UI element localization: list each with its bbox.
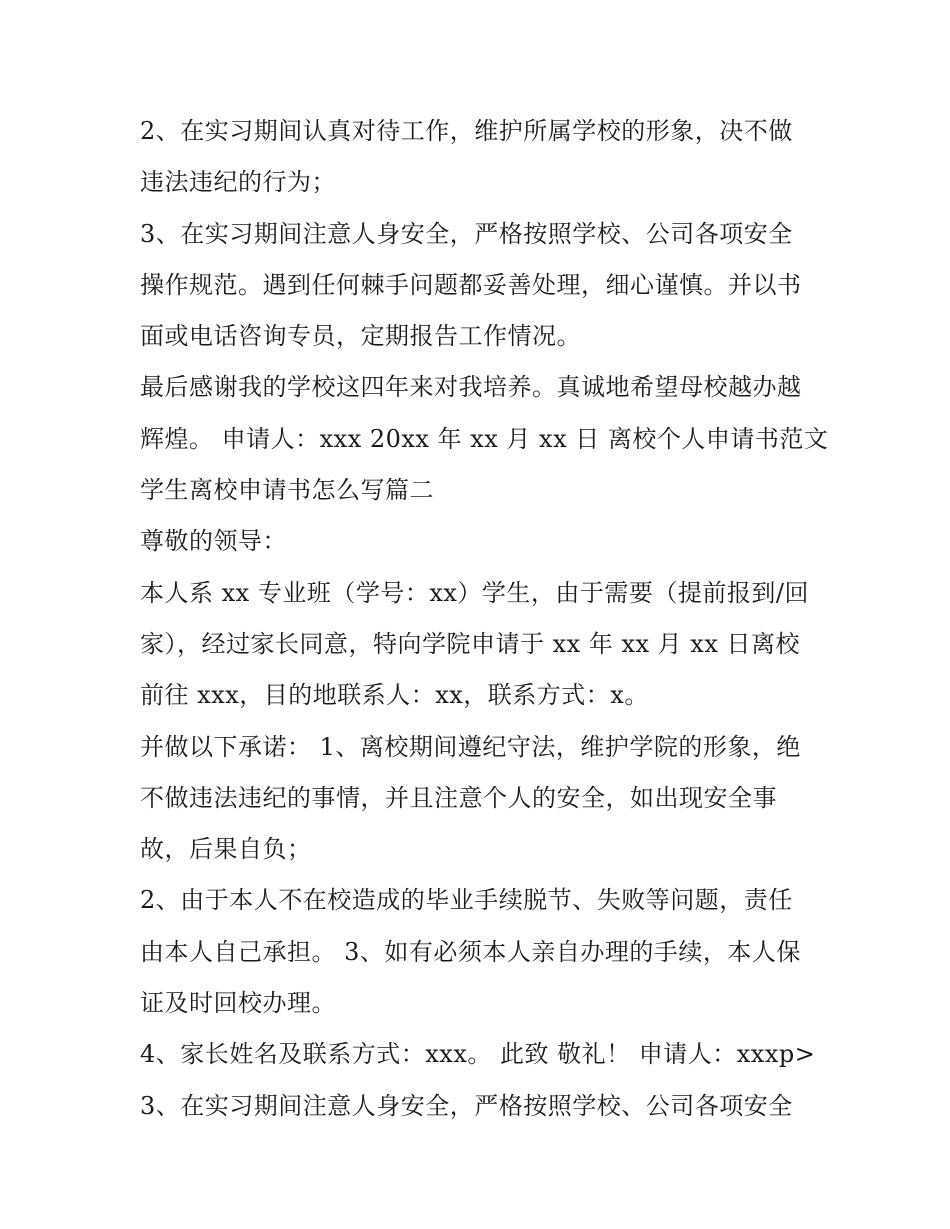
text-line: 2、由于本人不在校造成的毕业手续脱节、失败等问题，责任 — [140, 886, 793, 915]
text-line: 不做违法违纪的事情，并且注意个人的安全，如出现安全事 — [140, 783, 777, 812]
text-line: 操作规范。遇到任何棘手问题都妥善处理，细心谨慎。并以书 — [140, 270, 802, 299]
text-line: 家），经过家长同意，特向学院申请于 xx 年 xx 月 xx 日离校 — [140, 629, 800, 658]
section-heading: 学生离校申请书怎么写篇二 — [140, 476, 434, 505]
text-line: 本人系 xx 专业班（学号：xx）学生，由于需要（提前报到/回 — [140, 578, 809, 607]
text-line: 故，后果自负； — [140, 835, 312, 864]
text-line: 2、在实习期间认真对待工作，维护所属学校的形象，决不做 — [140, 117, 793, 145]
text-line: 3、在实习期间注意人身安全，严格按照学校、公司各项安全 — [140, 219, 793, 248]
document-body — [140, 106, 829, 1132]
text-line: 由本人自己承担。 3、如有必须本人亲自办理的手续，本人保 — [140, 937, 801, 966]
text-line: 辉煌。 申请人：xxx 20xx 年 xx 月 xx 日 离校个人申请书范文 — [140, 424, 829, 453]
text-line: 证及时回校办理。 — [140, 989, 336, 1018]
text-line: 4、家长姓名及联系方式：xxx。 此致 敬礼！ 申请人：xxxp> — [140, 1040, 816, 1069]
text-line: 并做以下承诺： 1、离校期间遵纪守法，维护学院的形象，绝 — [140, 732, 801, 761]
text-line: 最后感谢我的学校这四年来对我培养。真诚地希望母校越办越 — [140, 373, 802, 402]
text-line: 前往 xxx，目的地联系人：xx，联系方式：x。 — [140, 681, 649, 710]
text-line: 3、在实习期间注意人身安全，严格按照学校、公司各项安全 — [140, 1091, 793, 1120]
text-line: 违法违纪的行为； — [140, 168, 336, 197]
text-line: 面或电话咨询专员，定期报告工作情况。 — [140, 322, 581, 351]
salutation: 尊敬的领导： — [140, 527, 287, 556]
